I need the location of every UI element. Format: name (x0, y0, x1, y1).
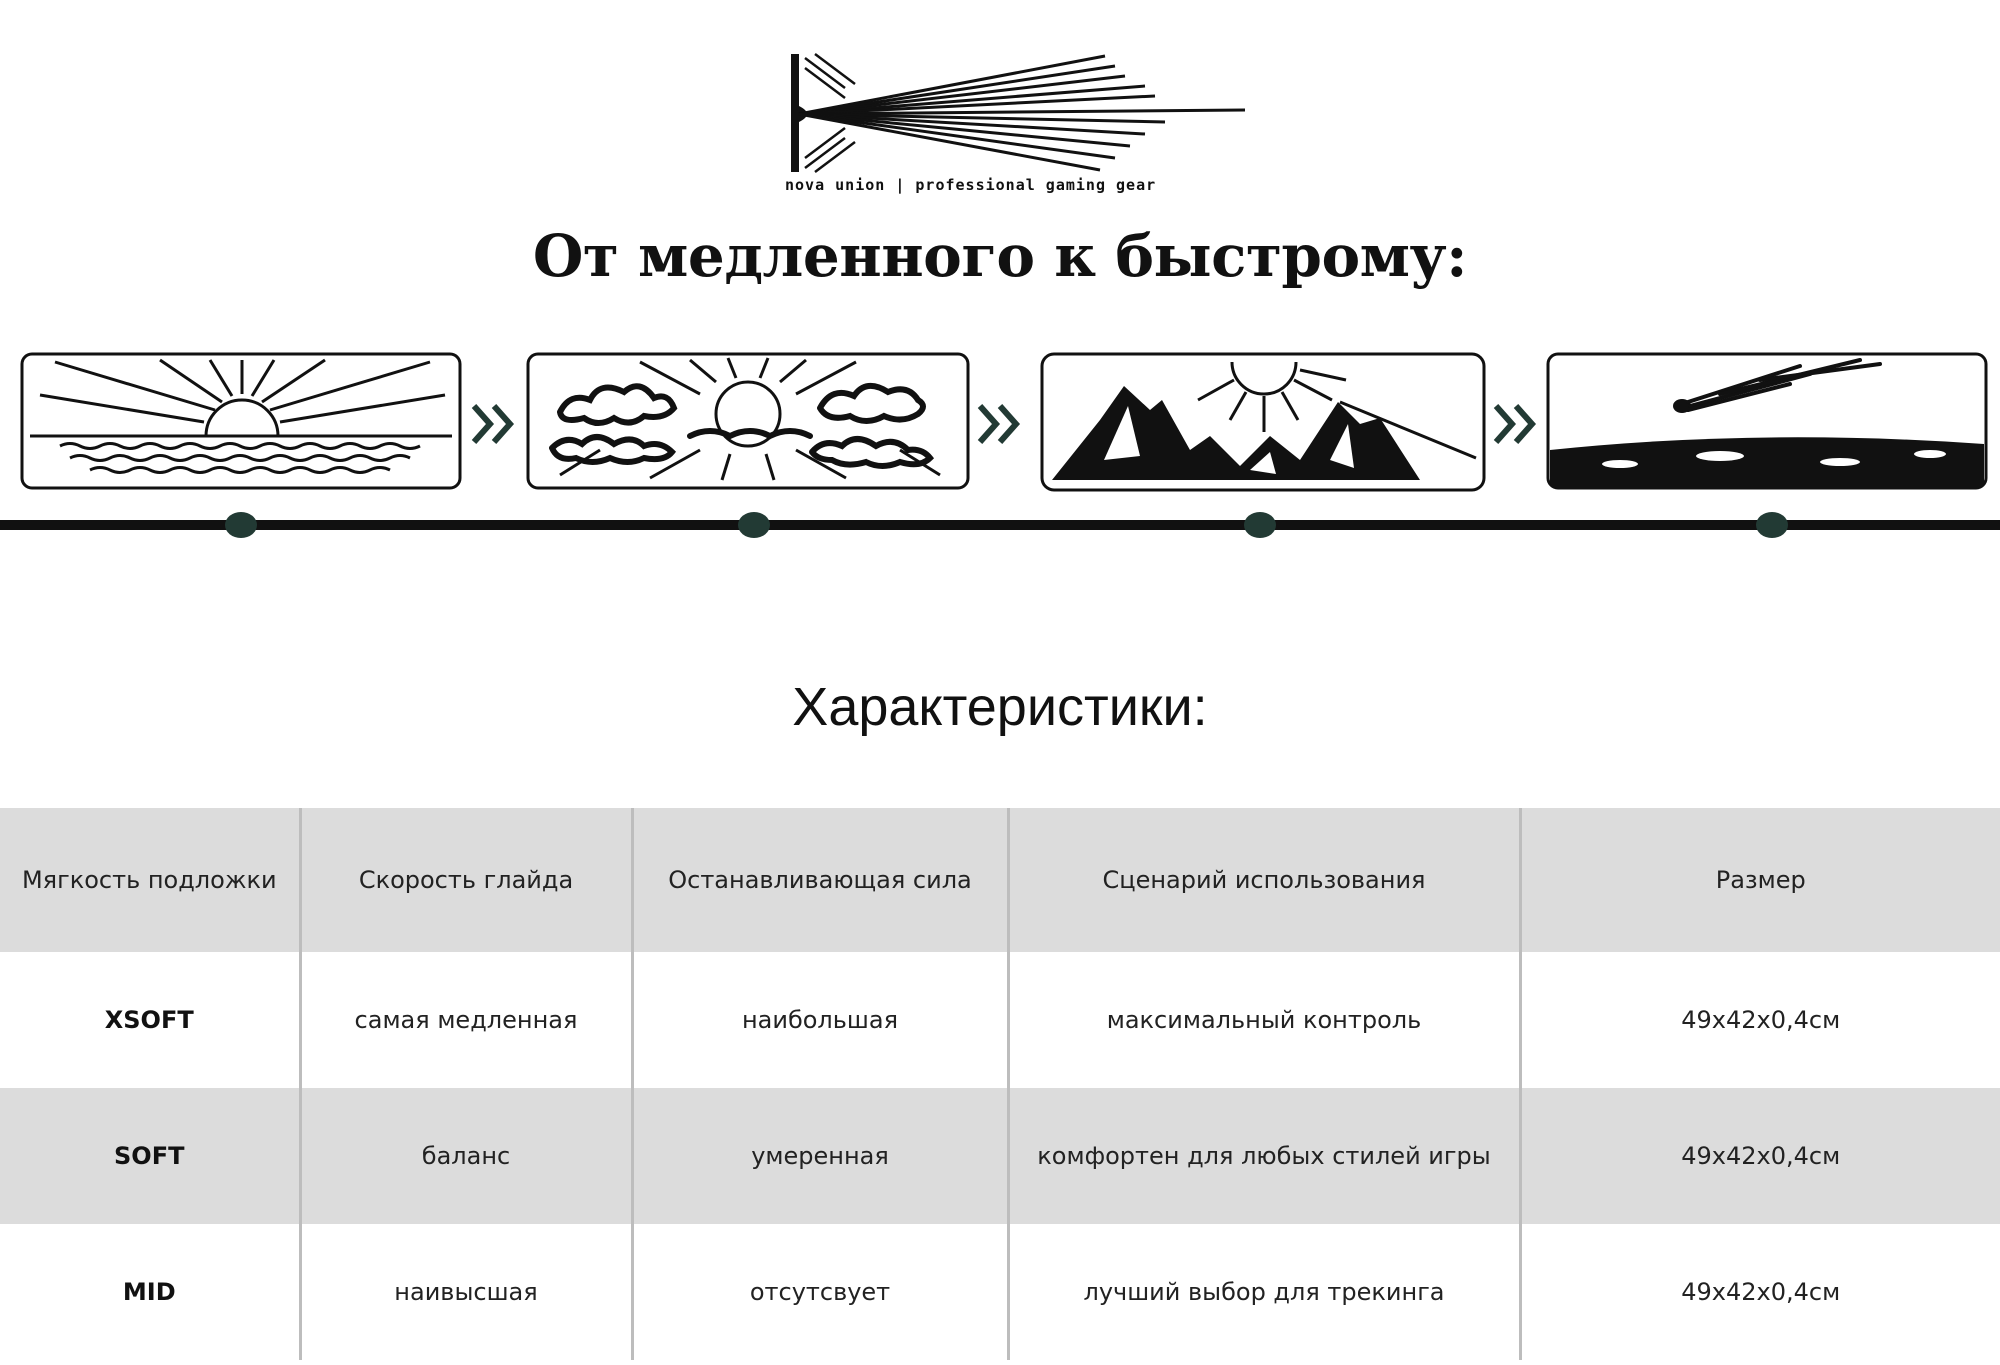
timeline-dot-4 (1756, 512, 1788, 538)
cell-use-case: максимальный контроль (1008, 952, 1520, 1088)
cell-size: 49x42x0,4см (1520, 1224, 2000, 1360)
cell-size: 49x42x0,4см (1520, 952, 2000, 1088)
cell-glide-speed: наивысшая (300, 1224, 632, 1360)
panel-comet-over-planet (1548, 354, 1986, 488)
cell-softness: MID (122, 1278, 176, 1306)
header-glide-speed: Скорость глайда (300, 808, 632, 952)
panel-sunset-over-sea (22, 354, 460, 488)
cell-glide-speed: самая медленная (300, 952, 632, 1088)
cell-softness: XSOFT (104, 1006, 194, 1034)
header-size: Размер (1520, 808, 2000, 952)
speed-timeline (0, 340, 2000, 550)
header-use-case: Сценарий использования (1008, 808, 1520, 952)
cell-softness: SOFT (114, 1142, 185, 1170)
header-stopping-power: Останавливающая сила (632, 808, 1008, 952)
specs-title: Характеристики: (792, 677, 1208, 737)
specs-table (0, 808, 2000, 1360)
cell-stopping-power: отсутсвует (632, 1224, 1008, 1360)
table-header-row (0, 808, 2000, 952)
timeline-dot-3 (1244, 512, 1276, 538)
cell-glide-speed: баланс (300, 1088, 632, 1224)
cell-stopping-power: наибольшая (632, 952, 1008, 1088)
panel-mountains-sun (1042, 354, 1484, 490)
double-chevron-right-icon (474, 406, 510, 442)
table-row (0, 952, 2000, 1088)
header-softness: Мягкость подложки (21, 866, 277, 894)
timeline-dot-2 (738, 512, 770, 538)
double-chevron-right-icon (1496, 406, 1532, 442)
cell-stopping-power: умеренная (632, 1088, 1008, 1224)
panel-sun-behind-clouds (528, 354, 968, 488)
cell-size: 49x42x0,4см (1520, 1088, 2000, 1224)
cell-use-case: лучший выбор для трекинга (1008, 1224, 1520, 1360)
page-title: От медленного к быстрому: (532, 222, 1468, 290)
timeline-dot-1 (225, 512, 257, 538)
double-chevron-right-icon (980, 406, 1016, 442)
cell-use-case: комфортен для любых стилей игры (1008, 1088, 1520, 1224)
brand-tagline: nova union | professional gaming gear (785, 176, 1157, 194)
table-row (0, 1088, 2000, 1224)
table-row (0, 1224, 2000, 1360)
